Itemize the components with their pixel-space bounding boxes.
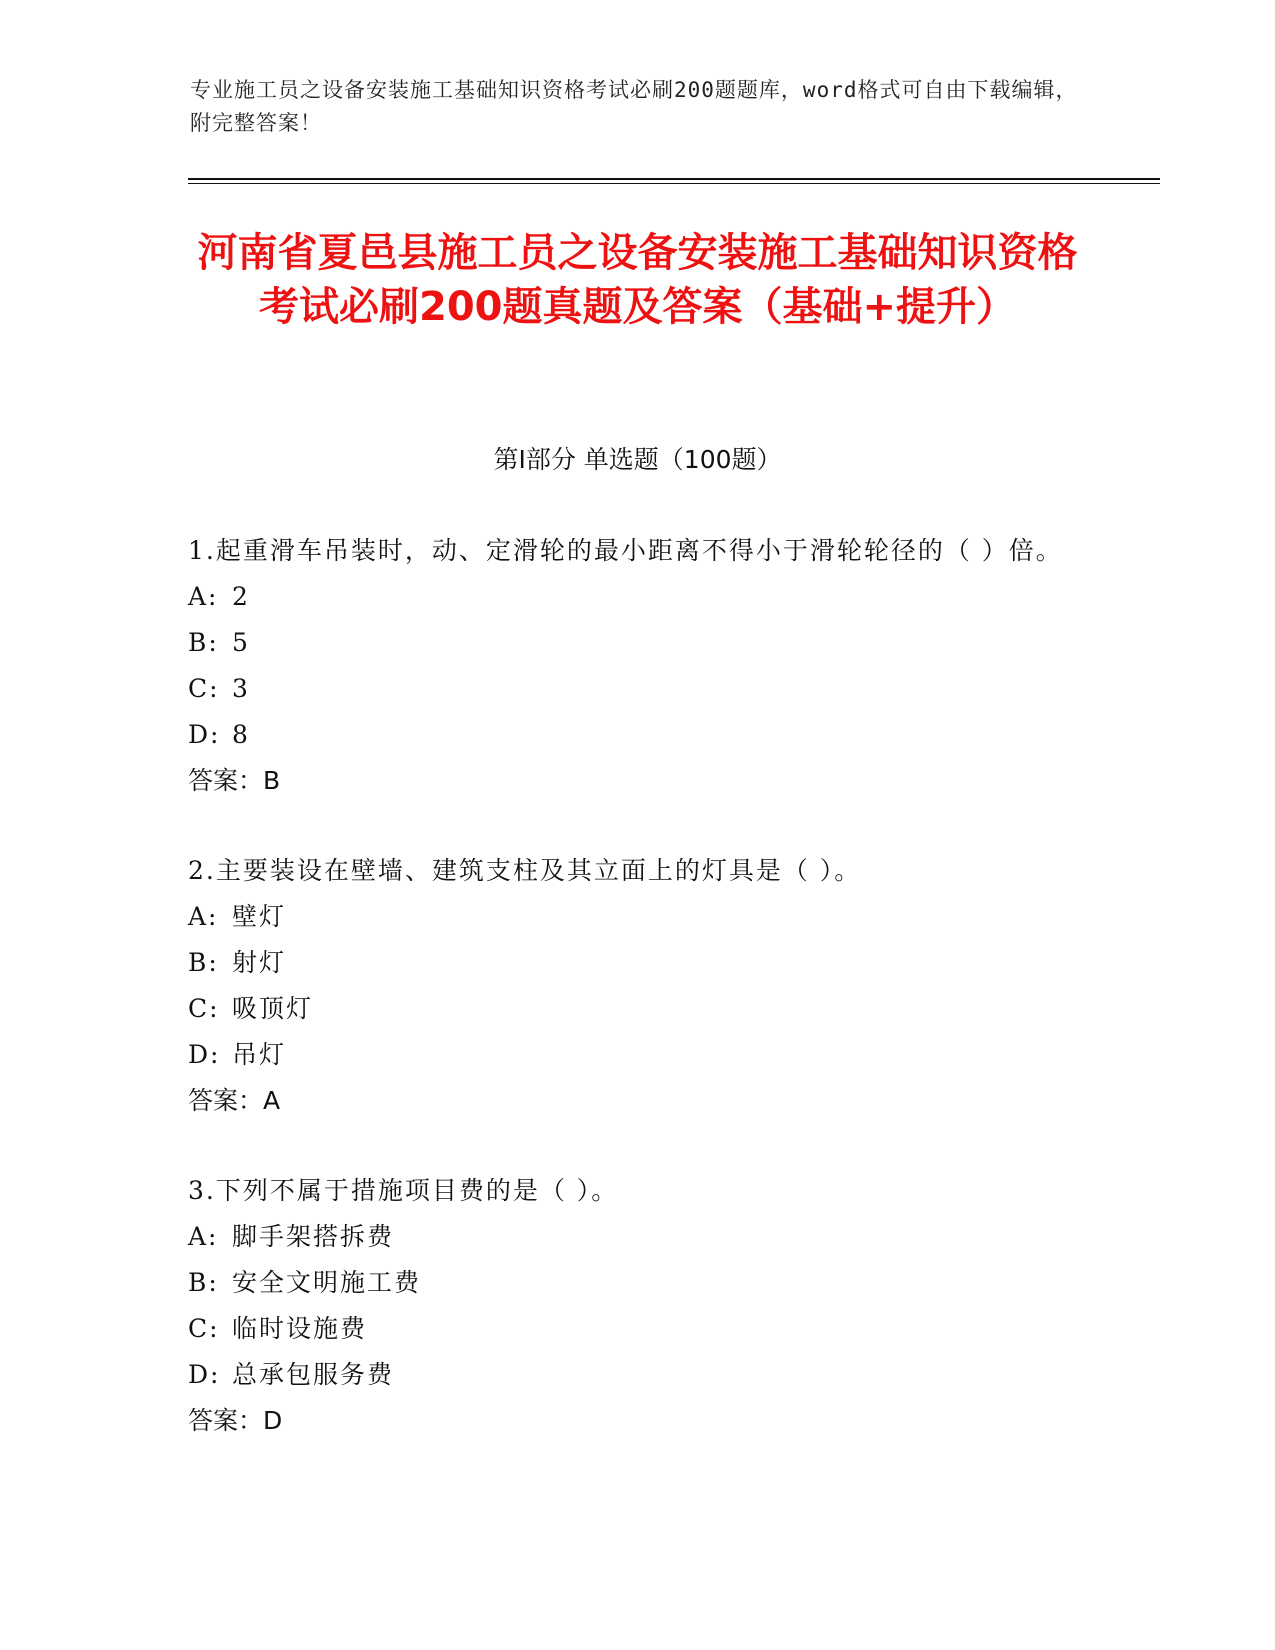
question-stem: 1.起重滑车吊装时，动、定滑轮的最小距离不得小于滑轮轮径的（ ）倍。	[188, 536, 1063, 565]
question-list	[188, 528, 1088, 1488]
option-text: 脚手架搭拆费	[232, 1222, 395, 1251]
option-c	[188, 666, 1088, 712]
option-text: 吊灯	[232, 1040, 287, 1069]
option-a	[188, 1214, 1088, 1260]
header-divider-thin	[188, 183, 1160, 184]
header-divider	[188, 178, 1160, 180]
answer-line: 答案：A	[188, 1086, 281, 1115]
option-text: 8	[232, 720, 250, 749]
answer-line: 答案：B	[188, 766, 281, 795]
option-text: 吸顶灯	[232, 994, 314, 1023]
option-a	[188, 894, 1088, 940]
option-text: 临时设施费	[232, 1314, 368, 1343]
option-b	[188, 620, 1088, 666]
question-item	[188, 848, 1088, 1124]
intro-text: 专业施工员之设备安装施工基础知识资格考试必刷200题题库，word格式可自由下载编辑，附完整答案！	[190, 78, 1078, 135]
option-c	[188, 986, 1088, 1032]
option-key: D:	[188, 1040, 221, 1069]
option-text: 2	[232, 582, 250, 611]
option-text: 5	[232, 628, 250, 657]
option-key: A:	[188, 1222, 219, 1251]
option-text: 安全文明施工费	[232, 1268, 422, 1297]
question-stem: 2.主要装设在壁墙、建筑支柱及其立面上的灯具是（ ）。	[188, 856, 862, 885]
option-text: 总承包服务费	[232, 1360, 395, 1389]
option-key: B:	[188, 948, 219, 977]
option-a	[188, 574, 1088, 620]
option-key: D:	[188, 1360, 221, 1389]
option-key: A:	[188, 582, 219, 611]
question-stem: 3.下列不属于措施项目费的是（ ）。	[188, 1176, 619, 1205]
option-d	[188, 1032, 1088, 1078]
option-b	[188, 940, 1088, 986]
option-key: B:	[188, 628, 219, 657]
option-key: C:	[188, 1314, 220, 1343]
question-item	[188, 528, 1088, 804]
option-key: C:	[188, 994, 220, 1023]
option-key: C:	[188, 674, 220, 703]
question-item	[188, 1168, 1088, 1444]
option-text: 射灯	[232, 948, 287, 977]
option-key: B:	[188, 1268, 219, 1297]
document-title: 河南省夏邑县施工员之设备安装施工基础知识资格考试必刷200题真题及答案（基础+提升）	[197, 230, 1078, 330]
option-d	[188, 712, 1088, 758]
option-c	[188, 1306, 1088, 1352]
answer-line: 答案：D	[188, 1406, 283, 1435]
option-key: A:	[188, 902, 219, 931]
option-d	[188, 1352, 1088, 1398]
option-key: D:	[188, 720, 221, 749]
option-text: 壁灯	[232, 902, 287, 931]
section-heading: 第Ⅰ部分 单选题（100题）	[493, 445, 782, 474]
option-text: 3	[232, 674, 250, 703]
option-b	[188, 1260, 1088, 1306]
